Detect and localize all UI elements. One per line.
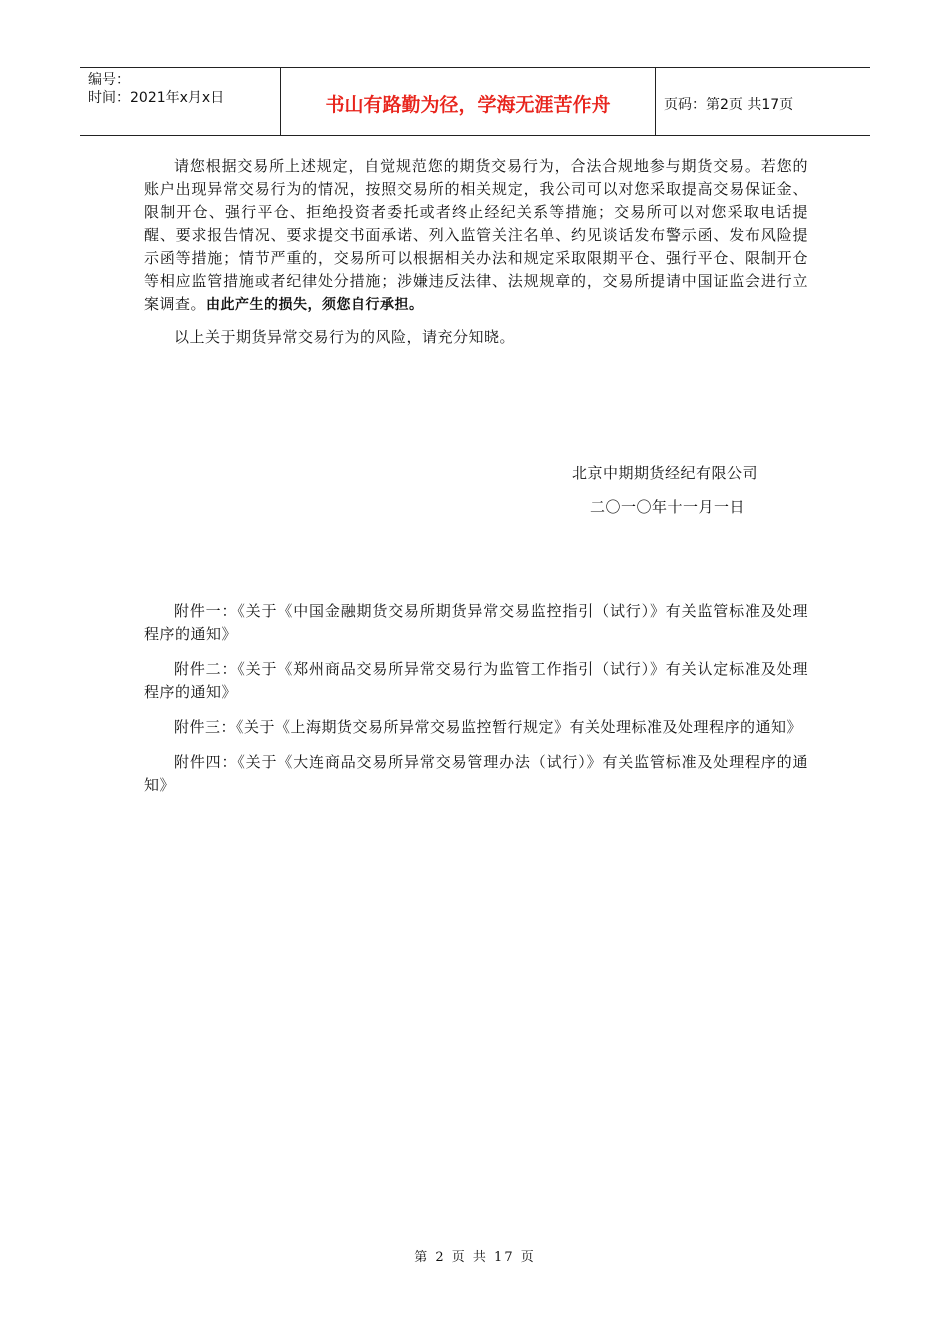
body-paragraph-1	[144, 155, 808, 317]
attachment-item: 附件一：《关于《中国金融期货交易所期货异常交易监控指引（试行）》有关监管标准及处理程序的通知》	[144, 602, 808, 643]
header-meta	[80, 68, 281, 135]
attachment-item: 附件二：《关于《郑州商品交易所异常交易行为监管工作指引（试行）》有关认定标准及处理程序的通知》	[144, 660, 808, 701]
attachment-item: 附件四：《关于《大连商品交易所异常交易管理办法（试行）》有关监管标准及处理程序的通知》	[144, 753, 808, 794]
paragraph-1-text: 请您根据交易所上述规定，自觉规范您的期货交易行为，合法合规地参与期货交易。若您的账户出现异常交易行为的情况，按照交易所的相关规定，我公司可以对您采取提高交易保证金、限制开仓、强行平仓、拒绝投资者委托或者终止经纪关系等措施；交易所可以对您采取电话提醒、要求报告情况、要求提交书面承诺、列入监管关注名单、约见谈话发布警示函、发布风险提示函等措施；情节严重的，交易所可以根据相关办法和规定采取限期平仓、强行平仓、限制开仓等相应监管措施或者纪律处分措施；涉嫌违反法律、法规规章的，交易所提请中国证监会进行立案调查。	[144, 157, 808, 313]
page-footer: 第 2 页 共 17 页	[414, 1250, 536, 1265]
body-paragraph-2	[144, 326, 808, 349]
signature-company: 北京中期期货经纪有限公司	[572, 464, 759, 482]
signature-date: 二〇一〇年十一月一日	[590, 498, 746, 516]
header-motto: 书山有路勤为径，学海无涯苦作舟	[281, 68, 656, 135]
paragraph-2-text: 以上关于期货异常交易行为的风险，请充分知晓。	[174, 328, 516, 346]
attachment-list	[144, 600, 808, 809]
paragraph-1-bold-text: 由此产生的损失，须您自行承担。	[206, 297, 424, 313]
serial-number-label: 编号：	[88, 72, 130, 88]
time-label: 时间：2021年x月x日	[88, 90, 225, 106]
page-header	[80, 67, 870, 136]
attachment-item: 附件三：《关于《上海期货交易所异常交易监控暂行规定》有关处理标准及处理程序的通知》	[174, 718, 803, 736]
header-page-info: 页码：第2页 共17页	[664, 96, 794, 113]
